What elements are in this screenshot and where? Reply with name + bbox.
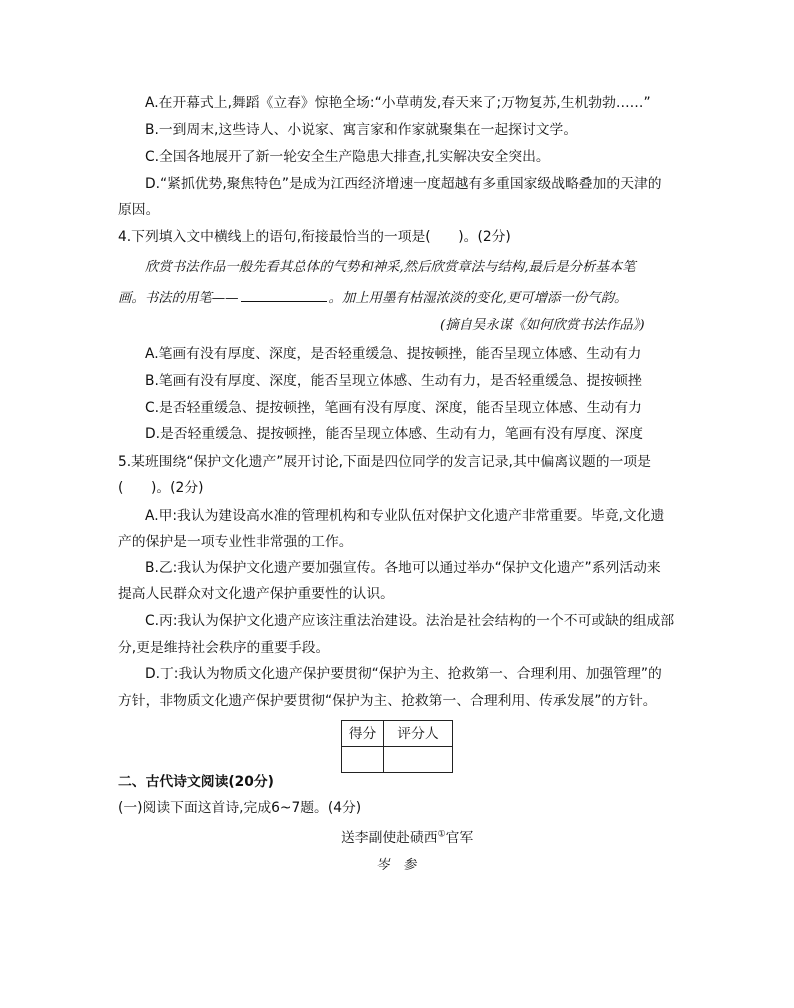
q5-option-a-line1: A.甲:我认为建设高水准的管理机构和专业队伍对保护文化遗产非常重要。毕竟,文化遗: [145, 508, 665, 524]
q5-stem-line2: ( )。(2分): [118, 480, 204, 496]
q4-passage-line2: [118, 287, 627, 305]
poem-footnote-marker: ①: [437, 829, 446, 840]
section-title: 二、古代诗文阅读(20分): [118, 774, 274, 790]
q5-option-c-line1: C.丙:我认为保护文化遗产应该注重法治建设。法治是社会结构的一个不可或缺的组成部: [145, 613, 675, 629]
q4-passage-line2-prefix: 画。书法的用笔——: [118, 291, 239, 306]
q5-option-a-line2: 产的保护是一项专业性非常强的工作。: [118, 534, 353, 550]
poem-title-part2: 官军: [445, 830, 474, 846]
q5-option-c-line2: 分,更是维持社会秩序的重要手段。: [118, 640, 330, 656]
score-header: 得分: [342, 721, 384, 747]
q3-option-d-continuation: 原因。: [118, 202, 160, 218]
section-subtitle: (一)阅读下面这首诗,完成6~7题。(4分): [118, 800, 362, 816]
q4-option-a: A.笔画有没有厚度、深度，是否轻重缓急、提按顿挫，能否呈现立体感、生动有力: [145, 346, 642, 362]
q4-passage-line2-suffix: 。加上用墨有枯湿浓淡的变化,更可增添一份气韵。: [328, 291, 628, 306]
score-table: [341, 720, 453, 773]
q3-option-b: B.一到周末,这些诗人、小说家、寓言家和作家就聚集在一起探讨文学。: [145, 122, 578, 138]
q3-option-d: D.“紧抓优势,聚焦特色”是成为江西经济增速一度超越有多重国家级战略叠加的天津的: [145, 176, 662, 192]
q4-source: (摘自吴永谋《如何欣赏书法作品》): [440, 318, 645, 333]
grader-cell: [384, 747, 453, 773]
q3-option-a: A.在开幕式上,舞蹈《立春》惊艳全场:“小草萌发,春天来了;万物复苏,生机勃勃……”: [145, 95, 651, 111]
poem-title-part1: 送李副使赴碛西: [341, 830, 438, 846]
grader-header: 评分人: [384, 721, 453, 747]
q5-option-b-line2: 提高人民群众对文化遗产保护重要性的认识。: [118, 586, 394, 602]
poem-author: 岑 参: [376, 858, 417, 873]
q5-option-d-line2: 方针，非物质文化遗产保护要贯彻“保护为主、抢救第一、合理利用、传承发展”的方针。: [118, 693, 657, 709]
poem-title: [341, 829, 473, 847]
score-table-entry-row: [342, 747, 453, 773]
q4-option-d: D.是否轻重缓急、提按顿挫，能否呈现立体感、生动有力，笔画有没有厚度、深度: [145, 426, 643, 442]
q5-stem-line1: 5.某班围绕“保护文化遗产”展开讨论,下面是四位同学的发言记录,其中偏离议题的一项是: [118, 454, 651, 470]
q4-option-c: C.是否轻重缓急、提按顿挫，笔画有没有厚度、深度，能否呈现立体感、生动有力: [145, 400, 642, 416]
q3-option-c: C.全国各地展开了新一轮安全生产隐患大排查,扎实解决安全突出。: [145, 149, 550, 165]
fill-in-blank: [241, 287, 327, 302]
score-table-header-row: [342, 721, 453, 747]
q4-option-b: B.笔画有没有厚度、深度，能否呈现立体感、生动有力，是否轻重缓急、提按顿挫: [145, 373, 642, 389]
q4-stem: 4.下列填入文中横线上的语句,衔接最恰当的一项是( )。(2分): [118, 229, 511, 245]
q5-option-d-line1: D.丁:我认为物质文化遗产保护要贯彻“保护为主、抢救第一、合理利用、加强管理”的: [145, 666, 662, 682]
q4-passage-line1: 欣赏书法作品一般先看其总体的气势和神采,然后欣赏章法与结构,最后是分析基本笔: [145, 260, 636, 275]
q5-option-b-line1: B.乙:我认为保护文化遗产要加强宣传。各地可以通过举办“保护文化遗产”系列活动来: [145, 560, 661, 576]
score-cell: [342, 747, 384, 773]
